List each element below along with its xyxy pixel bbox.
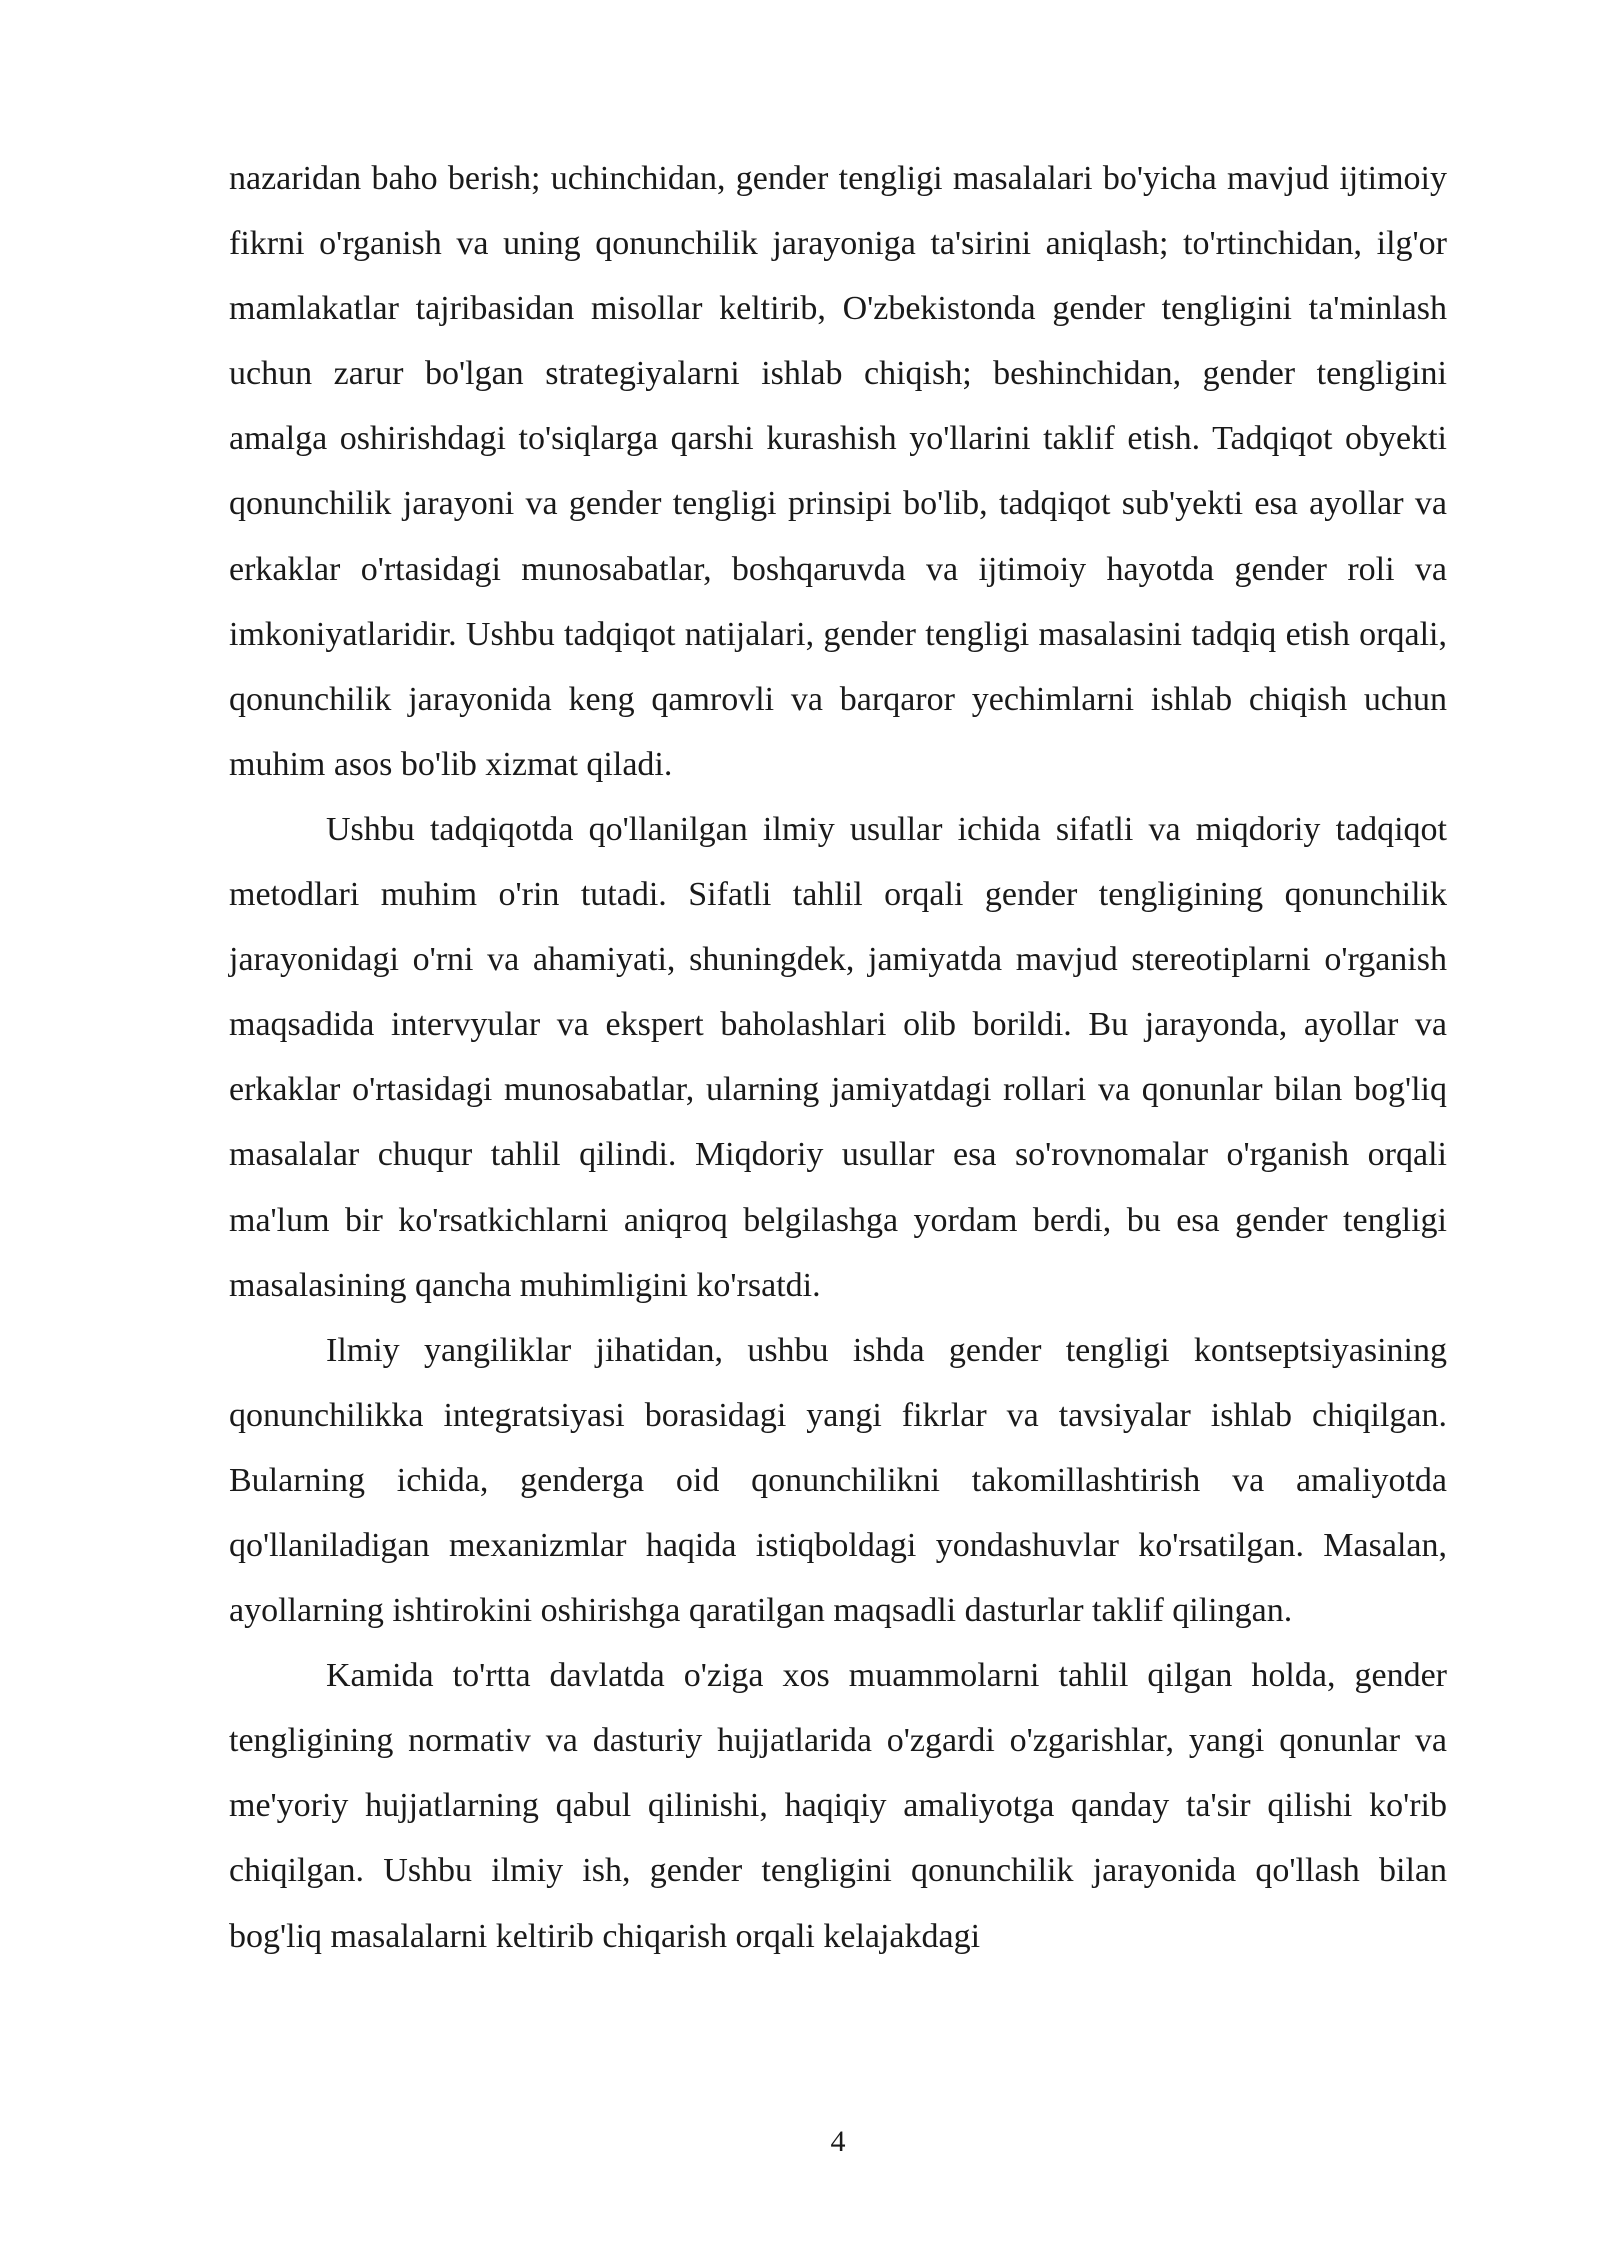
paragraph-2: Ushbu tadqiqotda qo'llanilgan ilmiy usullar ichida sifatli va miqdoriy tadqiqot metodlari muhim o'rin tutadi. Sifatli tahlil orqali gender tengligining qonunchilik jarayonidagi o'rni va ahamiyati, shuningdek, jamiyatda mavjud stereotiplarni o'rganish maqsadida intervyular va ekspert baholashlari olib borildi. Bu jarayonda, ayollar va erkaklar o'rtasidagi munosabatlar, ularning jamiyatdagi rollari va qonunlar bilan bog'liq masalalar chuqur tahlil qilindi. Miqdoriy usullar esa so'rovnomalar o'rganish orqali ma'lum bir ko'rsatkichlarni aniqroq belgilashga yordam berdi, bu esa gender tengligi masalasining qancha muhimligini ko'rsatdi. xyxy=(229,810,1447,1304)
paragraph-3: Ilmiy yangiliklar jihatidan, ushbu ishda gender tengligi kontseptsiyasining qonunchilikka integratsiyasi borasidagi yangi fikrlar va tavsiyalar ishlab chiqilgan. Bularning ichida, genderga oid qonunchilikni takomillashtirish va amaliyotda qo'llaniladigan mexanizmlar haqida istiqboldagi yondashuvlar ko'rsatilgan. Masalan, ayollarning ishtirokini oshirishga qaratilgan maqsadli dasturlar taklif qilingan. xyxy=(229,1331,1447,1630)
page-number: 4 xyxy=(830,2125,846,2158)
page-body-text xyxy=(229,146,1447,1969)
paragraph-1: nazaridan baho berish; uchinchidan, gender tengligi masalalari bo'yicha mavjud ijtimoiy fikrni o'rganish va uning qonunchilik jarayoniga ta'sirini aniqlash; to'rtinchidan, ilg'or mamlakatlar tajribasidan misollar keltirib, O'zbekistonda gender tengligini ta'minlash uchun zarur bo'lgan strategiyalarni ishlab chiqish; beshinchidan, gender tengligini amalga oshirishdagi to'siqlarga qarshi kurashish yo'llarini taklif etish. Tadqiqot obyekti qonunchilik jarayoni va gender tengligi prinsipi bo'lib, tadqiqot sub'yekti esa ayollar va erkaklar o'rtasidagi munosabatlar, boshqaruvda va ijtimoiy hayotda gender roli va imkoniyatlaridir. Ushbu tadqiqot natijalari, gender tengligi masalasini tadqiq etish orqali, qonunchilik jarayonida keng qamrovli va barqaror yechimlarni ishlab chiqish uchun muhim asos bo'lib xizmat qiladi. xyxy=(229,160,1447,783)
paragraph-4: Kamida to'rtta davlatda o'ziga xos muammolarni tahlil qilgan holda, gender tengligining normativ va dasturiy hujjatlarida o'zgardi o'zgarishlar, yangi qonunlar va me'yoriy hujjatlarning qabul qilinishi, haqiqiy amaliyotga qanday ta'sir qilishi ko'rib chiqilgan. Ushbu ilmiy ish, gender tengligini qonunchilik jarayonida qo'llash bilan bog'liq masalalarni keltirib chiqarish orqali kelajakdagi xyxy=(229,1657,1447,1955)
